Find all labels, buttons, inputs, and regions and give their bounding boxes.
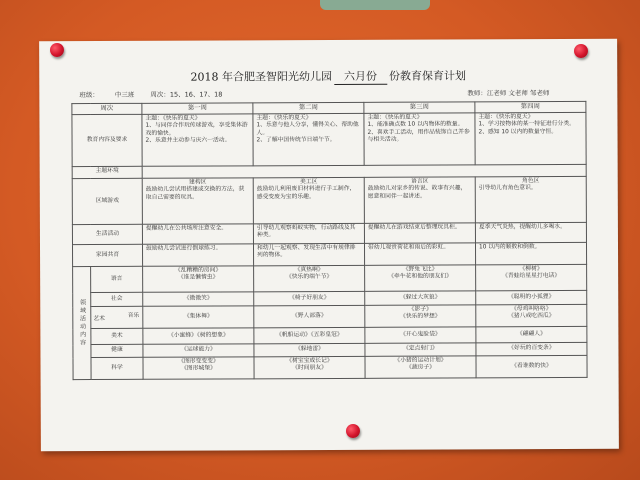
music-row: 艺术 音乐 《集体舞》 《野人部落》 《影子》 《快乐的梦想》 《母鸡叫咯咯》 《猪八戒吃西瓜》 (73, 304, 587, 328)
page-title: 2018 年合肥圣智阳光幼儿园 六月份 份教育保育计划 (190, 69, 467, 84)
science-row: 科学 《图形变变变》 《图形城堡》 《树宝宝成长记》 《时间朋友》 《小猪的运动计划》 《蔬房子》 《看谁数的快》 (73, 355, 587, 379)
social-row: 社会 《微微笑》 《椅子好朋友》 《躲过大灰狼》 《聪明的小狐狸》 (73, 290, 587, 306)
push-pin-top-right (574, 44, 588, 58)
paper-sheet (39, 39, 619, 452)
family-row: 家园共育 鼓励幼儿尝试进行倒球练习。 和幼儿一起观察、发现生活中有规律排列的物体。 带幼儿观赏荷花和雨后的彩虹。 10 以内的顺数和倒数。 (72, 242, 586, 266)
goals-row: 教育内容及要求 主题：《快乐的夏天》 1、与同伴合作玩传球游戏，享受集体游戏的愉快。 2、乐意并主动参与庆六一活动。 主题：《快乐的夏天》 1、乐意与他人分享，懂得关心、帮助他人。 2、了解中国传统节日端午节。 主题：《快乐的夏天》 1、能准确点数 10 以内物体的数量。 2、喜欢手工活动，用作品装饰自己并参与相关活动。 主题：《快乐的夏天》 1、学习按物体的某一特征进行分类。 2、感知 10 以内的数量守恒。 (72, 112, 586, 166)
language-row: 领域活动内容 语言 《乱糟糟的房间》 《谁是懒惰虫》 《真热啊》 《快乐的端午节》 《野兔飞比》 《牵牛花和他的朋友们》 《柳树》 《青蛙给星星打电话》 (73, 264, 587, 292)
life-row: 生活活动 提醒幼儿在公共场所注意安全。 引导幼儿观察蚂蚁实物，行动路线及其种类。 提醒幼儿在游戏结束后整理玩具柜。 夏季天气炎热，提醒幼儿多喝水。 (72, 222, 586, 244)
header-row: 周次 第一周 第二周 第三周 第四周 (72, 101, 586, 114)
fine-art-row: 美术 《小蜜蜂》《树的想象》 《帆船运动》《五彩皇冠》 《开心鬼脸袋》 《翩翩人》 (73, 326, 587, 344)
health-row: 健康 《运球能力》 《躲地雷》 《定点射门》 《好玩的百变条》 (73, 342, 587, 357)
push-pin-top-left (50, 43, 64, 57)
class-meta: 班级： 中三班 周次：15、16、17、18 (79, 90, 223, 100)
push-pin-bottom (346, 424, 360, 438)
theme-env-row: 主题环境 (72, 164, 586, 178)
plan-table (71, 101, 587, 380)
area-row: 区域游戏 建构区 鼓励幼儿尝试用搭建或交换的方法，获取自己需要的玩具。 美工区 鼓励幼儿利用废旧材料进行手工制作，感受变废为宝的乐趣。 语言区 鼓励幼儿对家乡的传说、故事有兴趣，愿意和同伴一起讲述。 角色区 引导幼儿有角色意识。 (72, 176, 586, 224)
teacher-meta: 教师：江老师 文老师 邹老师 (467, 89, 550, 98)
domain-label: 领域活动内容 (73, 267, 91, 380)
month-blank: 六月份 (334, 68, 387, 85)
tape-strip (320, 0, 430, 10)
